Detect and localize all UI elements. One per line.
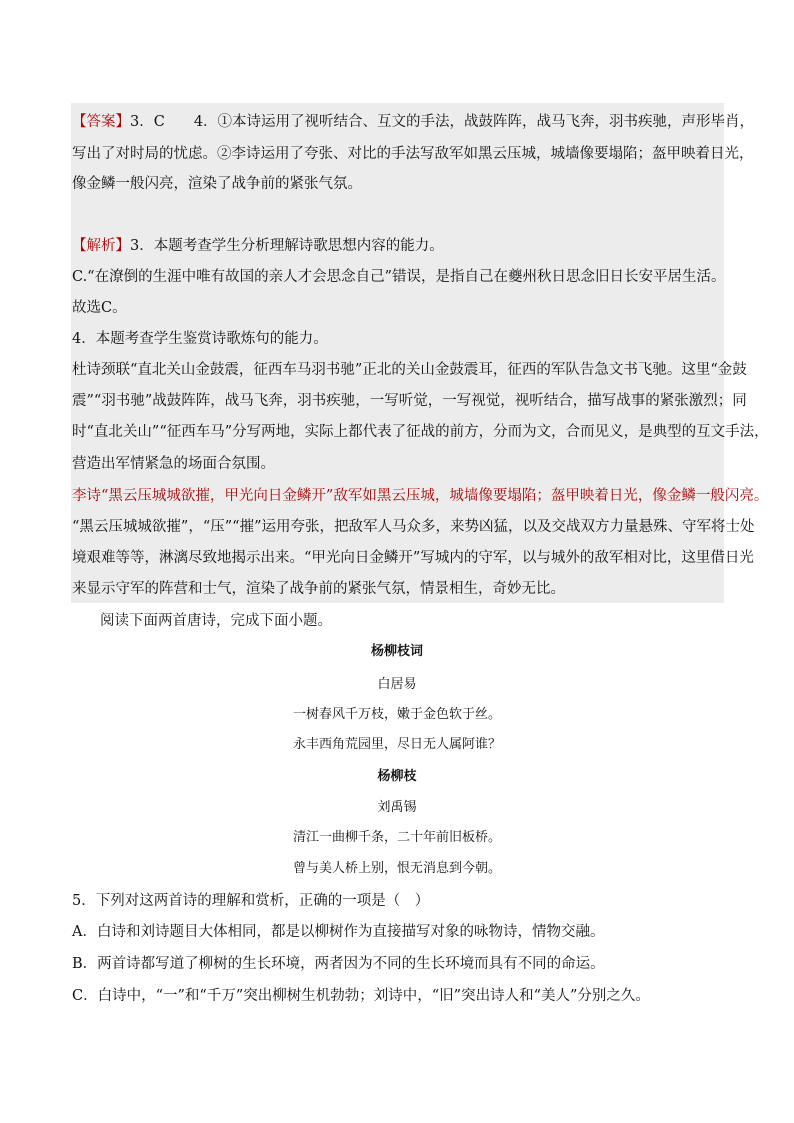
analysis-line-7: 时“直北关山”“征西车马”分写两地，实际上都代表了征战的前方，分而为文，合而见义，是典型的互文手法，: [72, 424, 769, 440]
analysis-line-3: 故选C。: [72, 300, 127, 316]
reading-intro: 阅读下面两首唐诗，完成下面小题。: [100, 613, 332, 629]
analysis-tag: 【解析】: [72, 238, 130, 254]
poem-2-author: 刘禹锡: [377, 800, 417, 815]
analysis-line-1: [72, 236, 732, 256]
poem-1-line-1: 一树春风千万枝，嫩于金色软于丝。: [292, 707, 501, 722]
analysis-line-2: C.“在潦倒的生涯中唯有故国的亲人才会思念自己”错误，是指自己在夔州秋日思念旧日长安平居生活。: [72, 269, 726, 285]
analysis-line-5: 杜诗颈联“直北关山金鼓震，征西车马羽书驰”正北的关山金鼓震耳，征西的军队告急文书飞驰。这里“金鼓: [72, 362, 747, 378]
poem-2-title: 杨柳枝: [377, 769, 417, 784]
option-c: C．白诗中，“一”和“千万”突出柳树生机勃勃；刘诗中，“旧”突出诗人和“美人”分别之久。: [72, 988, 650, 1004]
analysis-line-9: 李诗“黑云压城城欲摧，甲光向日金鳞开”敌军如黑云压城，城墙像要塌陷；盔甲映着日光，像金鳞一般闪亮。: [72, 488, 769, 504]
analysis-line-11: 境艰难等等，淋漓尽致地揭示出来。“甲光向日金鳞开”写城内的守军，以与城外的敌军相对比，这里借日光: [72, 550, 754, 566]
analysis-line-12: 来显示守军的阵营和士气，渲染了战争前的紧张气氛，情景相生，奇妙无比。: [72, 581, 565, 597]
analysis-line-10: “黑云压城城欲摧”，“压”“摧”运用夸张，把敌军人马众多，来势凶猛，以及交战双方力量悬殊、守军将士处: [72, 519, 755, 535]
answer-line-3: 像金鳞一般闪亮，渲染了战争前的紧张气氛。: [72, 176, 362, 192]
poem-1-title: 杨柳枝词: [370, 644, 423, 659]
analysis-line-4: 4．本题考查学生鉴赏诗歌炼句的能力。: [72, 331, 328, 347]
poem-2-line-2: 曾与美人桥上别，恨无消息到今朝。: [292, 861, 501, 876]
answer-line-1: [72, 112, 755, 132]
option-b: B．两首诗都写道了柳树的生长环境，两者因为不同的生长环境而具有不同的命运。: [72, 956, 605, 972]
analysis-line-6: 震”“羽书驰”战鼓阵阵，战马飞奔，羽书疾驰，一写听觉，一写视觉，视听结合，描写战事的紧张激烈；同: [72, 393, 747, 409]
answer-line-1-text: 3．C 4．①本诗运用了视听结合、互文的手法，战鼓阵阵，战马飞奔，羽书疾驰，声形毕肖，: [130, 114, 755, 130]
poem-2-line-1: 清江一曲柳千条，二十年前旧板桥。: [292, 830, 501, 845]
option-a: A．白诗和刘诗题目大体相同，都是以柳树作为直接描写对象的咏物诗，情物交融。: [72, 924, 605, 940]
answer-tag: 【答案】: [72, 114, 130, 130]
answer-line-2: 写出了对时局的忧虑。②李诗运用了夸张、对比的手法写敌军如黑云压城，城墙像要塌陷；盔甲映着日光，: [72, 146, 754, 162]
analysis-line-1-text: 3．本题考查学生分析理解诗歌思想内容的能力。: [130, 238, 444, 254]
analysis-line-8: 营造出军情紧急的场面合氛围。: [72, 456, 275, 472]
poem-1-line-2: 永丰西角荒园里，尽日无人属阿谁？: [292, 737, 501, 752]
question-stem: 5．下列对这两首诗的理解和赏析，正确的一项是（ ）: [72, 893, 430, 909]
poem-1-author: 白居易: [377, 677, 417, 692]
